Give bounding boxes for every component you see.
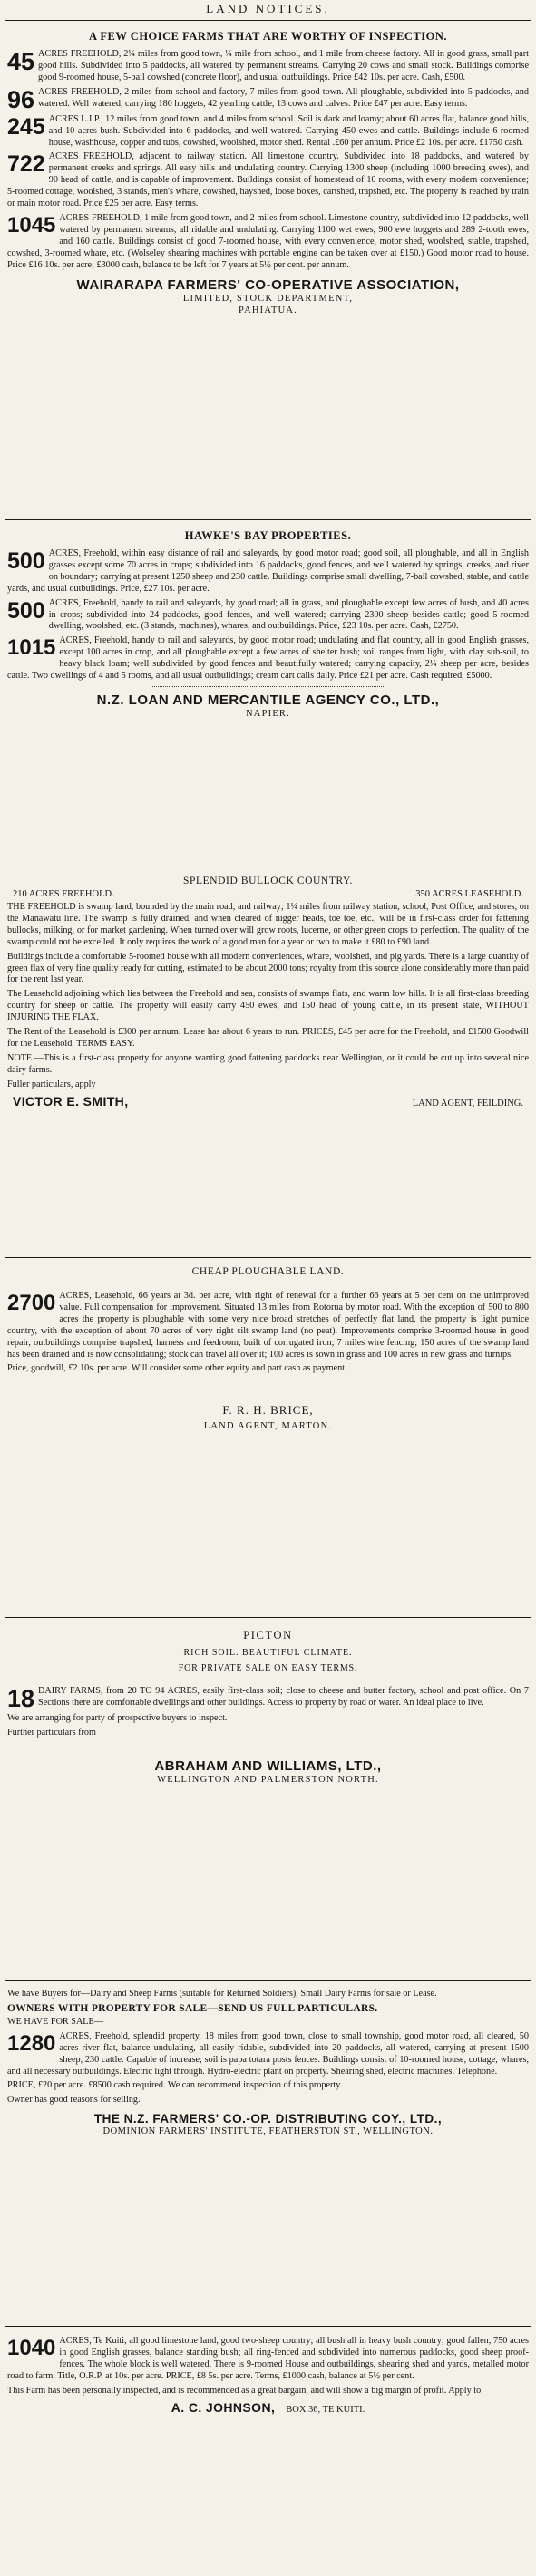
tagline: RICH SOIL. BEAUTIFUL CLIMATE. bbox=[183, 1648, 353, 1658]
agent-subtitle: DOMINION FARMERS' INSTITUTE, FEATHERSTON ST., WELLINGTON. bbox=[102, 2126, 434, 2137]
ad-te-kuiti bbox=[0, 2327, 536, 2423]
ad-heading: SPLENDID BULLOCK COUNTRY. bbox=[183, 876, 353, 886]
listing bbox=[7, 87, 529, 111]
paragraph: Further particulars from bbox=[7, 1727, 96, 1738]
listing bbox=[7, 49, 529, 84]
listing bbox=[7, 213, 529, 272]
listing bbox=[7, 2336, 529, 2383]
agent-title: LAND AGENT, FEILDING. bbox=[412, 1098, 523, 1109]
agent-title: LAND AGENT, MARTON. bbox=[203, 1421, 333, 1432]
listing-acreage: 18 bbox=[7, 1685, 35, 1712]
listing-text: ACRES L.I.P., 12 miles from good town, and 4 miles from school. Soil is dark and loamy; about 60 acres flat, balance good hills, and 10 acres bush. Subdivided into 6 paddocks, and well watered. Carrying 450 ewes and cattle. Buildings include 6-roomed house, washhouse, copper and tubs, cowshed, woolshed, motor shed. Rental .£60 per annum. Price £2 10s. per acre. £1750 cash. bbox=[48, 113, 529, 148]
paragraph: THE FREEHOLD is swamp land, bounded by the main road, and railway; 1¼ miles from railway station, school, Post Office, and stores, on the Manawatu line. The swamp is fully drained, and when cleared of nigger heads, toe toe, etc., will be in first-class order for fattening bullocks, milking, or for market gardening. When turned over will grow roots, lucerne, or other green crops to perfection. The quality of the swamp could not be excelled. It only requires the work of a good man for a year or two to make it £80 to £90 land. bbox=[7, 902, 529, 947]
paragraph: The Leasehold adjoining which lies between the Freehold and sea, consists of swamps flats, and warm low hills. It is all first-class breeding country for sheep or cattle. The property will easily carry 450 ewes, and 150 head of young cattle, in its present state, WITHOUT INJURING THE FLAX. bbox=[7, 989, 529, 1023]
listing-acreage: 96 bbox=[7, 85, 35, 113]
listing bbox=[7, 635, 529, 683]
agent-name: F. R. H. BRICE, bbox=[222, 1403, 314, 1418]
ad-hawkes-bay bbox=[0, 520, 536, 867]
agent-subtitle: LIMITED, STOCK DEPARTMENT, bbox=[182, 293, 354, 304]
agent-line bbox=[13, 2400, 523, 2415]
ad-picton bbox=[0, 1618, 536, 1980]
ad-heading: HAWKE'S BAY PROPERTIES. bbox=[184, 529, 352, 542]
ad-heading: PICTON bbox=[243, 1629, 293, 1641]
listing-text: ACRES FREEHOLD, adjacent to railway station. All limestone country. Subdivided into 18 paddocks, and watered by permanent creeks and springs. All easy hills and undulating country. Carrying 1300 sheep (including 1000 breeding ewes), and 90 head of cattle, and is capable of improvement. Buildings consist of homestead of 10 rooms, with every modern convenience; 5-roomed cottage, woolshed, 3 stands, men's whare, cowshed, hayshed, loose boxes, cartshed, trapshed, etc. The property is reached by train or main motor road. Price £25 per acre. Easy terms. bbox=[7, 151, 529, 209]
leasehold-subhead: 350 ACRES LEASEHOLD. bbox=[415, 889, 523, 899]
listing-text: DAIRY FARMS, from 20 TO 94 ACRES, easily first-class soil; close to cheese and butter factory, school and post office. On 7 Sections there are comfortable dwellings and other buildings. Access to property by road or water. An ideal place to live. bbox=[38, 1686, 529, 1708]
listing bbox=[7, 598, 529, 634]
paragraph: PRICE, £20 per acre. £8500 cash required. We can recommend inspection of this property. bbox=[7, 2080, 343, 2091]
listing bbox=[7, 2031, 529, 2078]
listing-acreage: 245 bbox=[7, 113, 45, 140]
ad-heading: CHEAP PLOUGHABLE LAND. bbox=[191, 1266, 345, 1277]
ad-heading: A FEW CHOICE FARMS THAT ARE WORTHY OF INSPECTION. bbox=[88, 30, 448, 43]
paragraph: NOTE.—This is a first-class property for anyone wanting good fattening paddocks near Wellington, or it could be cut up into several nice dairy farms. bbox=[7, 1052, 529, 1075]
agent-name: A. C. JOHNSON, bbox=[171, 2399, 276, 2415]
paragraph: We have Buyers for—Dairy and Sheep Farms (suitable for Returned Soldiers), Small Dairy Farms for sale or Lease. bbox=[7, 1989, 437, 1999]
listing-acreage: 1015 bbox=[7, 635, 56, 661]
ad-few-choice-farms bbox=[0, 21, 536, 519]
listing bbox=[7, 151, 529, 210]
owners-notice: OWNERS WITH PROPERTY FOR SALE—SEND US FULL PARTICULARS. bbox=[7, 2002, 378, 2014]
listing-acreage: 1045 bbox=[7, 212, 56, 237]
listing-text: ACRES FREEHOLD, 2¼ miles from good town, ¼ mile from school, and 1 mile from cheese factory. All in good grass, small part good hills. Subdivided into 5 paddocks, all watered by permanent streams. Carrying 20 cows and small stock. Buildings comprise good 9-roomed house, 5-bail cowshed (concrete floor), and usual outbuildings. Price £42 10s. per acre. Cash, £500. bbox=[38, 49, 529, 82]
agent-name: VICTOR E. SMITH, bbox=[13, 1093, 129, 1109]
paragraph: The Rent of the Leasehold is £300 per annum. Lease has about 6 years to run. PRICES, £45 per acre for the Freehold, and £1500 Goodwill for the Leasehold. TERMS EASY. bbox=[7, 1027, 529, 1049]
listing-acreage: 45 bbox=[7, 48, 35, 75]
section-masthead: LAND NOTICES. bbox=[206, 2, 330, 15]
agent-address: BOX 36, TE KUITI. bbox=[286, 2404, 365, 2415]
agent-town: PAHIATUA. bbox=[239, 305, 297, 315]
listing-acreage: 500 bbox=[7, 597, 45, 624]
listing-text: ACRES FREEHOLD, 2 miles from school and factory, 7 miles from good town. All ploughable, subdivided into 5 paddocks, and watered. Well watered, carrying 180 hoggets, 42 yearling cattle, 13 cows and calves. Price £47 per acre. Easy terms. bbox=[38, 86, 529, 109]
paragraph: Owner has good reasons for selling. bbox=[7, 2095, 141, 2106]
agent-name: N.Z. LOAN AND MERCANTILE AGENCY CO., LTD., bbox=[96, 692, 440, 708]
listing-acreage: 1040 bbox=[7, 2336, 56, 2360]
paragraph: Buildings include a comfortable 5-roomed house with all modern conveniences, whare, woolshed, and pig yards. There is a large quantity of green flax of very fine quality ready for cutting, estimated to be about 2000 tons; royalty from this source alone considerably more than paid for the rent last year. bbox=[7, 951, 529, 985]
listing bbox=[7, 1686, 529, 1710]
paragraph: Fuller particulars, apply bbox=[7, 1079, 96, 1089]
agent-line bbox=[13, 1094, 523, 1109]
listing bbox=[7, 548, 529, 596]
paragraph: Price, goodwill, £2 10s. per acre. Will consider some other equity and part cash as payment. bbox=[7, 1363, 347, 1374]
paragraph: This Farm has been personally inspected, and is recommended as a great bargain, and will show a big margin of profit. Apply to bbox=[7, 2385, 482, 2396]
listing-text: ACRES, Freehold, handy to rail and saleyards, by good motor road; undulating and flat country, all in good English grasses, except 100 acres in crop, and all ploughable except a few acres of shelter bush; soil ranges from light, with clay sub-soil, to heavy black loam; well subdivided by good fences and beautifully watered; carrying capacity, 2¼ sheep per acre, besides cattle. Two dwellings of 4 and 5 rooms, and all usual outbuildings; cream cart calls daily. Price £21 per acre. Cash required, £5000. bbox=[7, 635, 529, 682]
listing bbox=[7, 1291, 529, 1361]
listing-acreage: 722 bbox=[7, 151, 45, 178]
ad-cheap-ploughable bbox=[0, 1258, 536, 1617]
agent-subtitle: WELLINGTON AND PALMERSTON NORTH. bbox=[157, 1774, 379, 1785]
listing-text: ACRES, Freehold, handy to rail and saleyards, by good road; all in grass, and ploughable except few acres of bush, and 40 acres in crops; subdivided into 24 paddocks, good fences, and well watered; carrying 2300 sheep besides cattle; good 5-roomed dwelling, woolshed, etc. (3 stands, machines), whares, and outbuildings. Price, £23 10s. per acre. Cash, £2750. bbox=[48, 597, 529, 632]
listing-acreage: 1280 bbox=[7, 2030, 56, 2056]
listing-acreage: 2700 bbox=[7, 1291, 56, 1315]
ad-nz-farmers-coop bbox=[0, 1981, 536, 2326]
listing-text: ACRES, Freehold, splendid property, 18 miles from good town, close to small township, good motor road, all cleared, 50 acres river flat, balance undulating, all easily ridable, subdivided into 20 paddocks, all watered, carrying at present 1500 sheep, 230 cattle. Capable of increase; soil is papa totara posts fences. Buildings consist of 10-roomed house, cottage, whares, and all necessary outbuildings. Electric light through. Hydro-electric plant on property. Shearing shed, electric machines. Telephone. bbox=[7, 2030, 529, 2077]
listing-text: ACRES, Freehold, within easy distance of rail and saleyards, by good motor road; good soil, all ploughable, and all in English grasses except some 70 acres in crops; subdivided into 16 paddocks, good fences, and well watered by springs, creeks, and river on boundary; carrying at present 1250 sheep and 230 cattle. Buildings comprise small dwelling, 7-bail cowshed, stable, and cattle yards, and usual outbuildings. Price, £27 10s. per acre. bbox=[7, 548, 529, 594]
listing-text: ACRES, Leasehold, 66 years at 3d. per acre, with right of renewal for a further 66 years at 5 per cent on the unimproved value. Full compensation for improvement. Situated 13 miles from Rotorua by motor road. With the exception of 500 to 800 acres the property is ploughable with some very nice broad stretches of perfectly flat land, the property is light pumice country, with the exception of about 70 acres of very right silt swamp land (no peat). Improvements comprise 3-roomed house in good repair, outbuildings comprise trapshed, harness and feedroom, built of corrugated iron; 7 miles wire fencing; 150 acres of the swamp land has been drained and is now consolidating; stock can travel all over it; 100 acres is sown in grass and 100 acres in new grass and turnips. bbox=[7, 1291, 529, 1360]
ad-bullock-country bbox=[0, 867, 536, 1257]
agent-name: WAIRARAPA FARMERS' CO-OPERATIVE ASSOCIATION, bbox=[76, 276, 460, 293]
freehold-subhead: 210 ACRES FREEHOLD. bbox=[13, 889, 114, 899]
agent-town: NAPIER. bbox=[246, 708, 290, 719]
agent-name: THE N.Z. FARMERS' CO.-OP. DISTRIBUTING COY., LTD., bbox=[93, 2112, 443, 2126]
listing-text: ACRES, Te Kuiti, all good limestone land, good two-sheep country; all bush all in heavy bush country; good fallen, 750 acres in good English grasses, balance standing bush; all ring-fenced and subdivided into numerous paddocks, good sheep proof-fences. The whole block is well watered. There is 9-roomed House and outbuildings, shearing shed and yards, metalled motor road to farm. Title, O.R.P. at 10s. per acre. PRICE, £8 5s. per acre. Terms, £1000 cash, balance at 5½ per cent. bbox=[7, 2336, 529, 2381]
listing-acreage: 500 bbox=[7, 548, 45, 574]
listing-text: ACRES FREEHOLD, 1 mile from good town, and 2 miles from school. Limestone country, subdivided into 12 paddocks, well watered by permanent streams, all ridable and undulating. Carrying 1100 wet ewes, 900 ewe hoggets and 289 2-tooth ewes, and 160 cattle. Buildings consist of good 7-roomed house, with every convenience, motor shed, woolshed, stable, trapshed, cowshed, 3-roomed whare, etc. (Wolseley shearing machines with portable engine can be taken over at £150.) Good motor road to house. Price £16 10s. per acre; £3000 cash, balance to be left for 7 years at 5½ per cent. per annum. bbox=[7, 212, 529, 270]
subheading: FOR PRIVATE SALE ON EASY TERMS. bbox=[178, 1663, 358, 1673]
paragraph: We are arranging for party of prospective buyers to inspect. bbox=[7, 1713, 228, 1723]
dotted-divider bbox=[152, 686, 384, 687]
paragraph: WE HAVE FOR SALE— bbox=[7, 2016, 103, 2027]
agent-name: ABRAHAM AND WILLIAMS, LTD., bbox=[154, 1758, 382, 1774]
listing bbox=[7, 114, 529, 150]
ad-subheadings bbox=[13, 889, 523, 899]
